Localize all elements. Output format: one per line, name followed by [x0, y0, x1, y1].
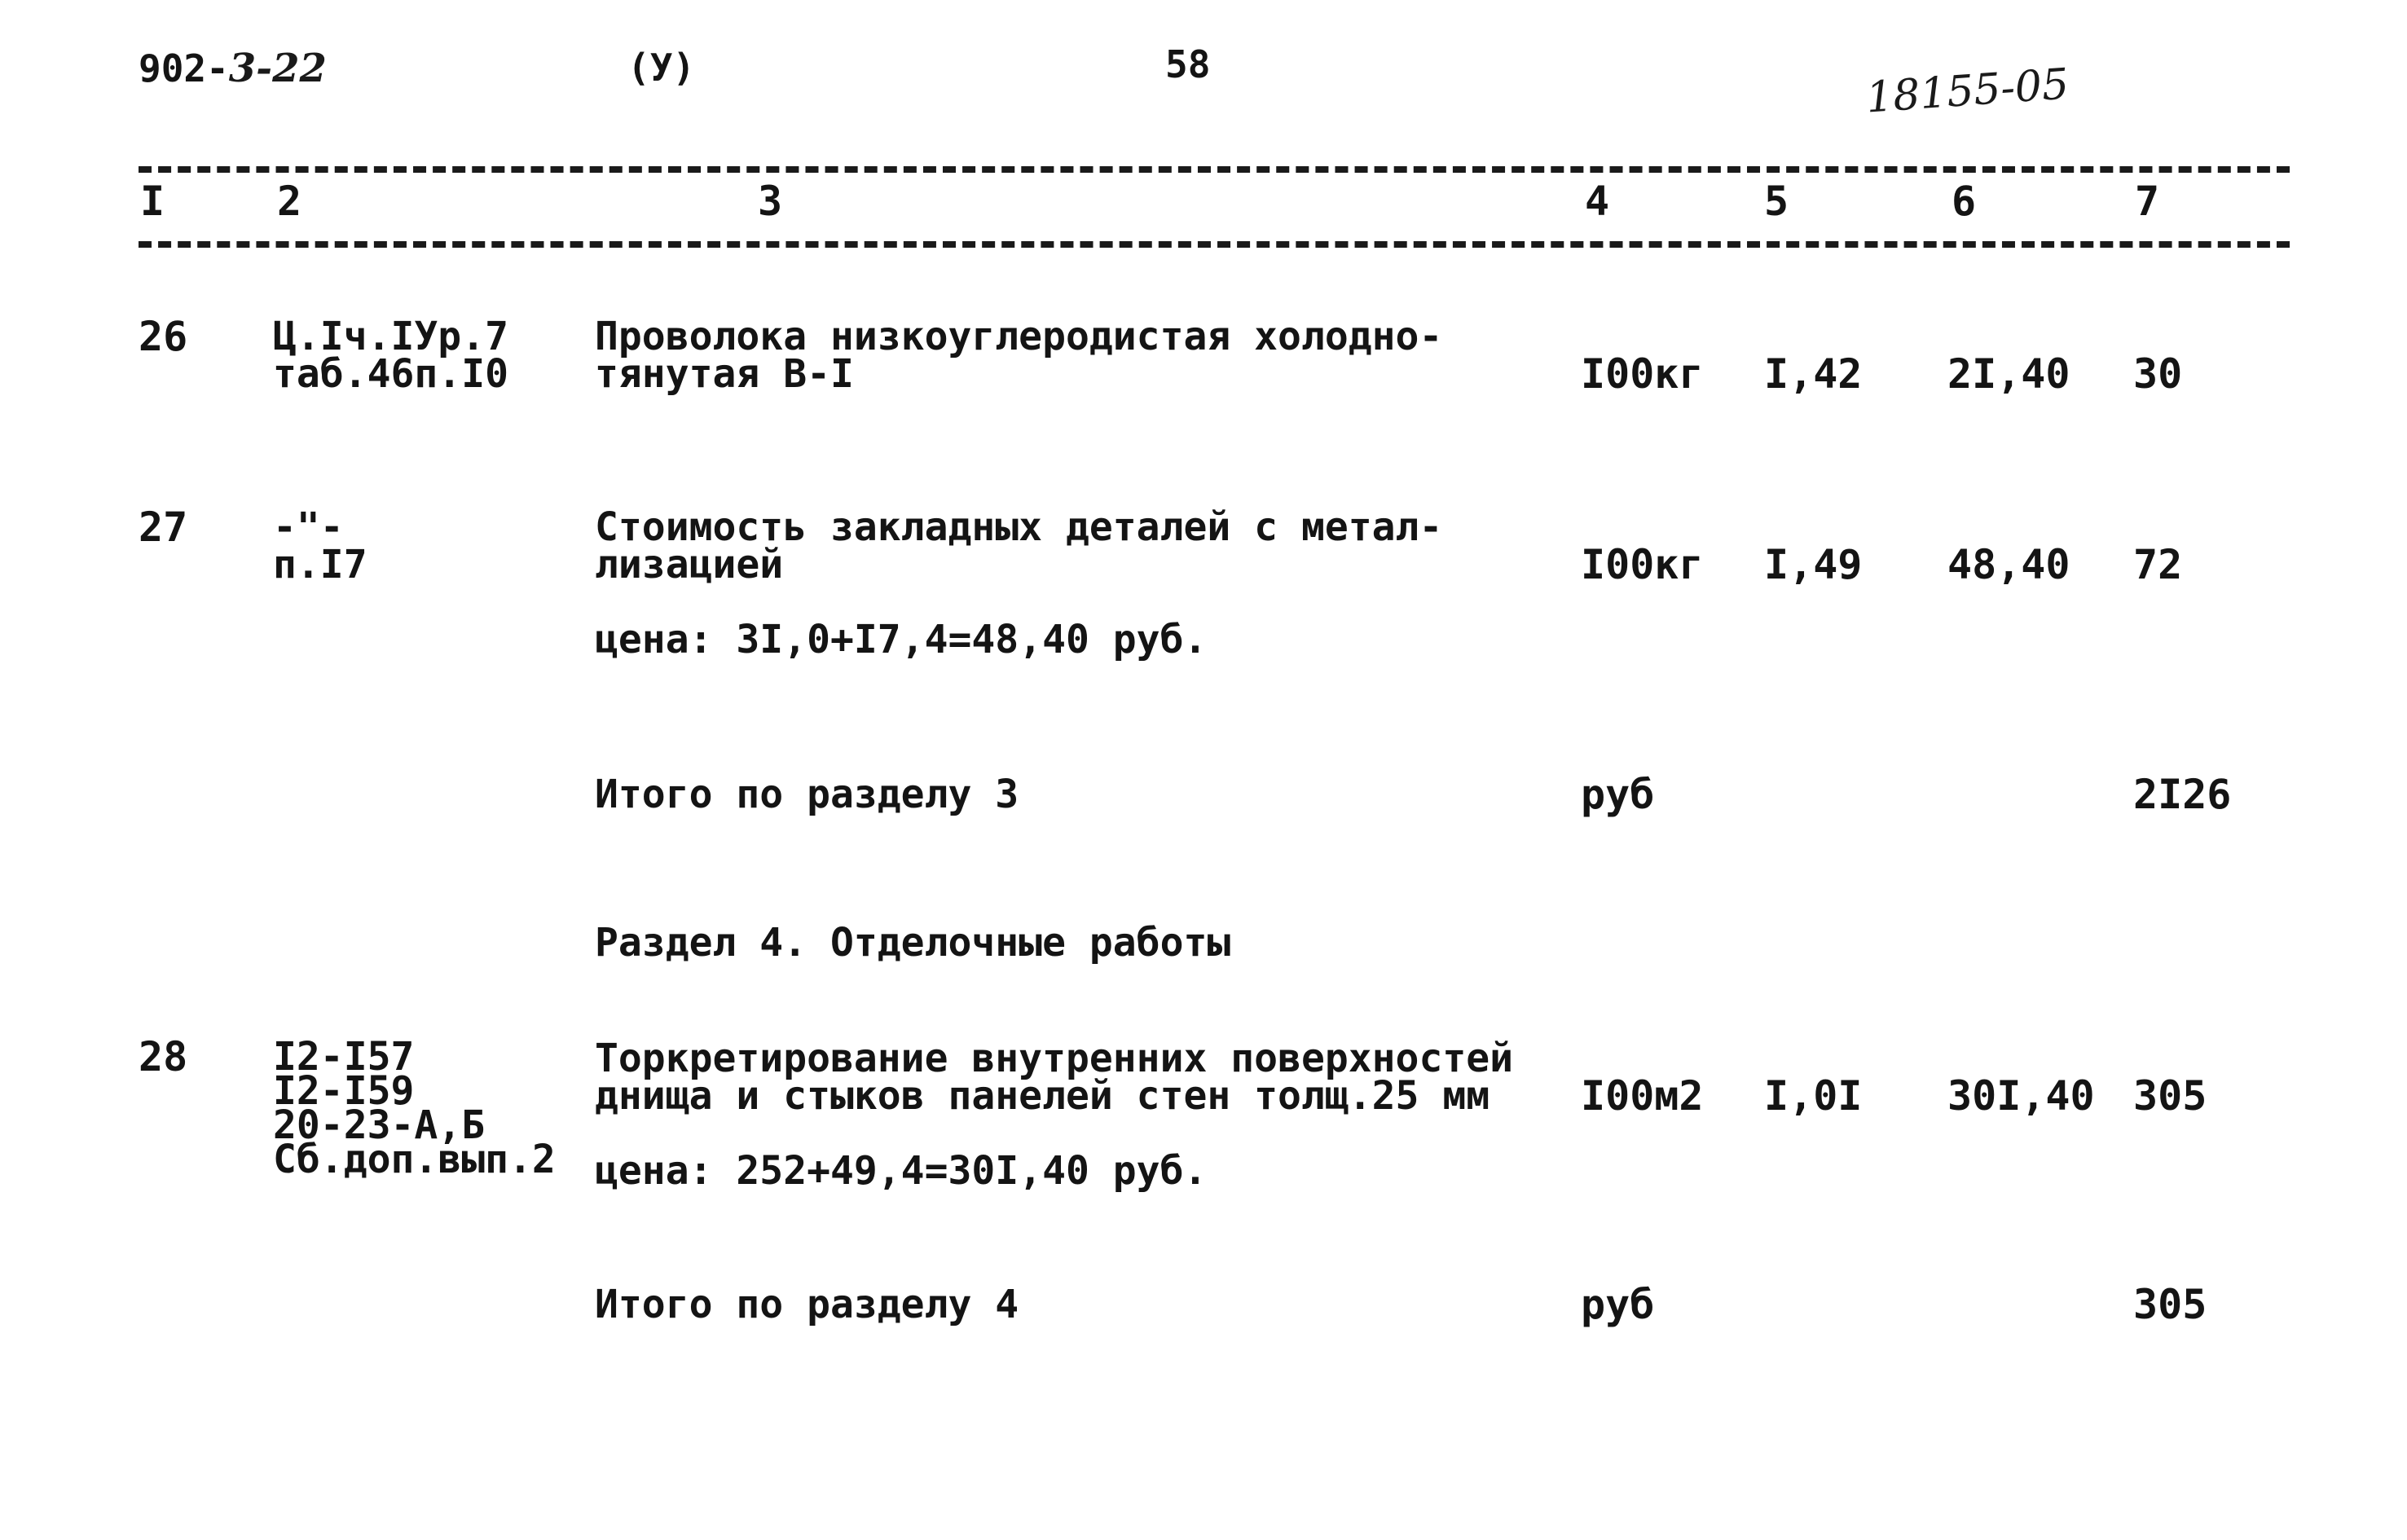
description-line: лизацией [595, 542, 784, 587]
row-description [595, 1036, 1514, 1119]
subtotal-total: 305 [2133, 1281, 2207, 1328]
subtotal-total: 2I26 [2133, 771, 2232, 818]
description-line: Стоимость закладных деталей с метал- [595, 504, 1443, 550]
row-price-note: цена: 3I,0+I7,4=48,40 руб. [595, 617, 1208, 662]
document-code-print: 902- [139, 46, 229, 90]
row-unit: I00м2 [1581, 1072, 1704, 1120]
row-unit-price: 48,40 [1947, 541, 2070, 588]
column-number-5: 5 [1764, 178, 1789, 225]
column-number-1: I [140, 178, 165, 225]
row-unit-price: 30I,40 [1947, 1072, 2095, 1120]
subtotal-unit: руб [1581, 771, 1655, 818]
row-reference [273, 1034, 556, 1182]
subtotal-label: Итого по разделу 3 [595, 772, 1019, 817]
row-total: 305 [2133, 1072, 2207, 1120]
column-number-2: 2 [277, 178, 302, 225]
table-header-bottom-rule [139, 241, 2290, 248]
reference-line: Сб.доп.вып.2 [273, 1137, 556, 1182]
row-unit-price: 2I,40 [1947, 350, 2070, 398]
row-quantity: I,49 [1764, 541, 1863, 588]
row-description [595, 504, 1443, 587]
row-number: 26 [139, 313, 188, 360]
reference-line: Ц.Iч.IУр.7 [273, 314, 508, 359]
document-code-handwritten: 3-22 [228, 46, 327, 91]
description-line: Торкретирование внутренних поверхностей [595, 1036, 1514, 1081]
description-line: тянутая В-I [595, 351, 854, 397]
row-description [595, 314, 1443, 397]
description-line: днища и стыков панелей стен толщ.25 мм [595, 1073, 1490, 1119]
reference-line: таб.46п.I0 [273, 351, 508, 397]
column-number-6: 6 [1952, 178, 1977, 225]
row-unit: I00кг [1581, 541, 1704, 588]
document-mark: (У) [627, 46, 696, 90]
row-price-note: цена: 252+49,4=30I,40 руб. [595, 1148, 1208, 1194]
description-line: Проволока низкоуглеродистая холодно- [595, 314, 1443, 359]
subtotal-unit: руб [1581, 1281, 1655, 1328]
handwritten-number: 18155-05 [1864, 59, 2070, 123]
row-reference [273, 314, 508, 397]
row-number: 28 [139, 1033, 188, 1080]
row-quantity: I,42 [1764, 350, 1863, 398]
row-quantity: I,0I [1764, 1072, 1863, 1120]
row-total: 72 [2133, 541, 2183, 588]
row-reference [273, 504, 367, 587]
table-header-top-rule [139, 166, 2290, 173]
subtotal-label: Итого по разделу 4 [595, 1282, 1019, 1327]
row-total: 30 [2133, 350, 2183, 398]
reference-line: п.I7 [273, 542, 367, 587]
document-code [139, 46, 327, 91]
column-number-4: 4 [1585, 178, 1610, 225]
column-number-7: 7 [2135, 178, 2160, 225]
reference-line: 20-23-А,Б [273, 1102, 486, 1148]
page-number: 58 [1165, 42, 1211, 86]
section-heading: Раздел 4. Отделочные работы [595, 920, 1231, 966]
row-number: 27 [139, 504, 188, 551]
reference-line: I2-I59 [273, 1068, 415, 1114]
column-number-3: 3 [758, 178, 783, 225]
row-unit: I00кг [1581, 350, 1704, 398]
reference-line: I2-I57 [273, 1034, 415, 1080]
reference-line: -"- [273, 504, 344, 550]
